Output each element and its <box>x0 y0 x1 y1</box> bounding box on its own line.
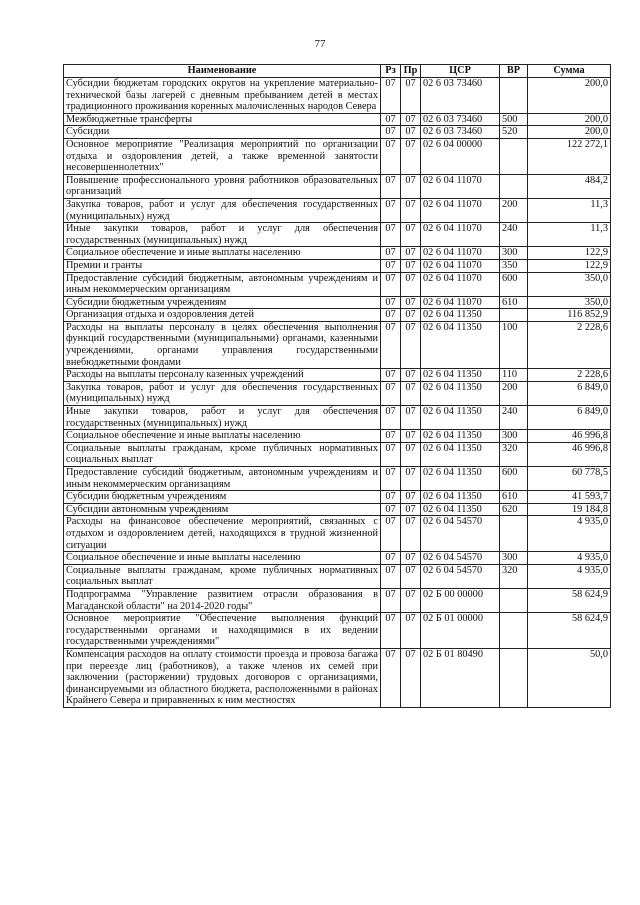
cell-vr: 600 <box>500 467 528 491</box>
cell-pr: 07 <box>401 78 421 114</box>
table-row <box>64 321 611 368</box>
cell-rz: 07 <box>381 259 401 272</box>
cell-rz: 07 <box>381 503 401 516</box>
cell-name: Социальное обеспечение и иные выплаты населению <box>64 247 381 260</box>
cell-rz: 07 <box>381 588 401 612</box>
cell-pr: 07 <box>401 491 421 504</box>
cell-rz: 07 <box>381 198 401 222</box>
cell-sum: 122,9 <box>528 247 611 260</box>
table-body <box>64 78 611 708</box>
table-row <box>64 126 611 139</box>
cell-vr: 200 <box>500 198 528 222</box>
cell-pr: 07 <box>401 259 421 272</box>
table-row <box>64 113 611 126</box>
cell-vr: 300 <box>500 247 528 260</box>
cell-pr: 07 <box>401 381 421 405</box>
cell-csr: 02 6 04 11070 <box>421 259 500 272</box>
cell-vr: 520 <box>500 126 528 139</box>
cell-pr: 07 <box>401 272 421 296</box>
cell-sum: 350,0 <box>528 272 611 296</box>
cell-csr: 02 Б 01 00000 <box>421 613 500 649</box>
cell-sum: 116 852,9 <box>528 309 611 322</box>
table-row <box>64 309 611 322</box>
cell-name: Иные закупки товаров, работ и услуг для обеспечения государственных (муниципальных) нужд <box>64 223 381 247</box>
cell-pr: 07 <box>401 296 421 309</box>
table-header-row <box>64 65 611 78</box>
cell-rz: 07 <box>381 272 401 296</box>
cell-sum: 19 184,8 <box>528 503 611 516</box>
cell-pr: 07 <box>401 174 421 198</box>
cell-csr: 02 Б 00 00000 <box>421 588 500 612</box>
cell-name: Субсидии бюджетам городских округов на укрепление материально-технической базы лагерей с дневным пребыванием детей в местах традиционного проживания коренных малочисленных народов Севера <box>64 78 381 114</box>
cell-pr: 07 <box>401 467 421 491</box>
cell-rz: 07 <box>381 613 401 649</box>
cell-pr: 07 <box>401 309 421 322</box>
cell-pr: 07 <box>401 442 421 466</box>
table-row <box>64 272 611 296</box>
table-row <box>64 503 611 516</box>
cell-csr: 02 6 04 11070 <box>421 247 500 260</box>
cell-pr: 07 <box>401 648 421 707</box>
table-row <box>64 588 611 612</box>
cell-sum: 6 849,0 <box>528 381 611 405</box>
cell-name: Премии и гранты <box>64 259 381 272</box>
cell-sum: 200,0 <box>528 78 611 114</box>
cell-vr: 300 <box>500 552 528 565</box>
table-row <box>64 369 611 382</box>
cell-csr: 02 6 04 11070 <box>421 223 500 247</box>
cell-name: Основное мероприятие "Реализация мероприятий по организации отдыха и оздоровления детей, а также временной занятости несовершеннолетних" <box>64 138 381 174</box>
cell-pr: 07 <box>401 588 421 612</box>
cell-sum: 11,3 <box>528 198 611 222</box>
cell-vr: 350 <box>500 259 528 272</box>
cell-rz: 07 <box>381 648 401 707</box>
cell-rz: 07 <box>381 223 401 247</box>
table-row <box>64 198 611 222</box>
cell-pr: 07 <box>401 564 421 588</box>
table-row <box>64 648 611 707</box>
cell-vr: 100 <box>500 321 528 368</box>
cell-vr: 600 <box>500 272 528 296</box>
cell-csr: 02 6 04 11350 <box>421 442 500 466</box>
table-row <box>64 491 611 504</box>
cell-sum: 46 996,8 <box>528 442 611 466</box>
cell-csr: 02 6 04 11350 <box>421 503 500 516</box>
cell-name: Предоставление субсидий бюджетным, автономным учреждениям и иным некоммерческим организациям <box>64 272 381 296</box>
cell-rz: 07 <box>381 126 401 139</box>
cell-pr: 07 <box>401 113 421 126</box>
table-row <box>64 406 611 430</box>
cell-vr: 320 <box>500 564 528 588</box>
table-row <box>64 430 611 443</box>
cell-csr: 02 6 04 11350 <box>421 321 500 368</box>
cell-vr: 110 <box>500 369 528 382</box>
cell-rz: 07 <box>381 174 401 198</box>
cell-rz: 07 <box>381 381 401 405</box>
cell-vr <box>500 588 528 612</box>
cell-vr <box>500 648 528 707</box>
cell-name: Социальное обеспечение и иные выплаты населению <box>64 430 381 443</box>
cell-sum: 4 935,0 <box>528 564 611 588</box>
cell-vr <box>500 516 528 552</box>
cell-vr: 300 <box>500 430 528 443</box>
cell-pr: 07 <box>401 613 421 649</box>
cell-name: Предоставление субсидий бюджетным, автономным учреждениям и иным некоммерческим организациям <box>64 467 381 491</box>
cell-name: Компенсация расходов на оплату стоимости проезда и провоза багажа при переезде лиц (работников), а также членов их семей при заключении (расторжении) трудовых договоров с организациями, финансируемыми из областного бюджета, расположенными в районах Крайнего Севера и приравненных к ним местностях <box>64 648 381 707</box>
cell-sum: 350,0 <box>528 296 611 309</box>
cell-csr: 02 6 04 00000 <box>421 138 500 174</box>
cell-sum: 200,0 <box>528 126 611 139</box>
header-pr: Пр <box>401 65 421 78</box>
cell-csr: 02 6 04 54570 <box>421 564 500 588</box>
cell-name: Расходы на выплаты персоналу в целях обеспечения выполнения функций государственными (муниципальными) органами, казенными учреждениями, органами управления государственными внебюджетными фондами <box>64 321 381 368</box>
cell-sum: 58 624,9 <box>528 613 611 649</box>
cell-csr: 02 6 04 11070 <box>421 174 500 198</box>
cell-pr: 07 <box>401 198 421 222</box>
cell-vr <box>500 138 528 174</box>
cell-name: Закупка товаров, работ и услуг для обеспечения государственных (муниципальных) нужд <box>64 381 381 405</box>
cell-sum: 122 272,1 <box>528 138 611 174</box>
cell-rz: 07 <box>381 406 401 430</box>
table-row <box>64 223 611 247</box>
cell-sum: 60 778,5 <box>528 467 611 491</box>
cell-vr: 500 <box>500 113 528 126</box>
cell-rz: 07 <box>381 369 401 382</box>
cell-rz: 07 <box>381 564 401 588</box>
cell-pr: 07 <box>401 126 421 139</box>
table-row <box>64 564 611 588</box>
header-vr: ВР <box>500 65 528 78</box>
cell-vr <box>500 78 528 114</box>
cell-name: Основное мероприятие "Обеспечение выполнения функций государственными органами и находящимися в их ведении государственными учреждениями" <box>64 613 381 649</box>
cell-csr: 02 6 04 11070 <box>421 272 500 296</box>
cell-name: Расходы на финансовое обеспечение мероприятий, связанных с отдыхом и оздоровлением детей, находящихся в трудной жизненной ситуации <box>64 516 381 552</box>
cell-csr: 02 Б 01 80490 <box>421 648 500 707</box>
budget-table <box>63 64 611 708</box>
table-row <box>64 259 611 272</box>
cell-name: Организация отдыха и оздоровления детей <box>64 309 381 322</box>
cell-rz: 07 <box>381 442 401 466</box>
cell-sum: 6 849,0 <box>528 406 611 430</box>
cell-pr: 07 <box>401 552 421 565</box>
cell-csr: 02 6 04 11070 <box>421 296 500 309</box>
cell-csr: 02 6 04 11350 <box>421 491 500 504</box>
cell-sum: 46 996,8 <box>528 430 611 443</box>
cell-vr: 320 <box>500 442 528 466</box>
cell-rz: 07 <box>381 552 401 565</box>
cell-vr <box>500 309 528 322</box>
cell-pr: 07 <box>401 369 421 382</box>
cell-vr: 240 <box>500 223 528 247</box>
cell-name: Закупка товаров, работ и услуг для обеспечения государственных (муниципальных) нужд <box>64 198 381 222</box>
cell-csr: 02 6 04 11350 <box>421 467 500 491</box>
cell-pr: 07 <box>401 223 421 247</box>
cell-name: Повышение профессионального уровня работников образовательных организаций <box>64 174 381 198</box>
cell-rz: 07 <box>381 296 401 309</box>
table-row <box>64 174 611 198</box>
cell-sum: 4 935,0 <box>528 516 611 552</box>
cell-pr: 07 <box>401 321 421 368</box>
cell-csr: 02 6 04 54570 <box>421 516 500 552</box>
cell-sum: 11,3 <box>528 223 611 247</box>
cell-name: Межбюджетные трансферты <box>64 113 381 126</box>
cell-vr: 610 <box>500 491 528 504</box>
cell-sum: 41 593,7 <box>528 491 611 504</box>
cell-csr: 02 6 04 11350 <box>421 381 500 405</box>
cell-pr: 07 <box>401 516 421 552</box>
cell-rz: 07 <box>381 247 401 260</box>
table-row <box>64 381 611 405</box>
cell-csr: 02 6 04 11350 <box>421 430 500 443</box>
cell-rz: 07 <box>381 467 401 491</box>
cell-sum: 2 228,6 <box>528 321 611 368</box>
cell-pr: 07 <box>401 503 421 516</box>
header-sum: Сумма <box>528 65 611 78</box>
cell-csr: 02 6 04 11070 <box>421 198 500 222</box>
table-row <box>64 516 611 552</box>
cell-pr: 07 <box>401 138 421 174</box>
cell-name: Субсидии автономным учреждениям <box>64 503 381 516</box>
table-row <box>64 138 611 174</box>
cell-rz: 07 <box>381 113 401 126</box>
cell-sum: 4 935,0 <box>528 552 611 565</box>
table-row <box>64 78 611 114</box>
cell-name: Субсидии <box>64 126 381 139</box>
table-row <box>64 296 611 309</box>
cell-vr <box>500 613 528 649</box>
cell-pr: 07 <box>401 406 421 430</box>
cell-name: Субсидии бюджетным учреждениям <box>64 491 381 504</box>
cell-name: Социальное обеспечение и иные выплаты населению <box>64 552 381 565</box>
header-csr: ЦСР <box>421 65 500 78</box>
cell-vr: 620 <box>500 503 528 516</box>
cell-name: Подпрограмма "Управление развитием отрасли образования в Магаданской области" на 2014-2020 годы" <box>64 588 381 612</box>
cell-name: Социальные выплаты гражданам, кроме публичных нормативных социальных выплат <box>64 564 381 588</box>
cell-csr: 02 6 04 11350 <box>421 369 500 382</box>
page-number: 77 <box>314 38 326 50</box>
header-name: Наименование <box>64 65 381 78</box>
cell-rz: 07 <box>381 516 401 552</box>
table-row <box>64 552 611 565</box>
table-row <box>64 247 611 260</box>
table-row <box>64 613 611 649</box>
cell-sum: 50,0 <box>528 648 611 707</box>
cell-vr: 200 <box>500 381 528 405</box>
cell-csr: 02 6 03 73460 <box>421 126 500 139</box>
cell-name: Расходы на выплаты персоналу казенных учреждений <box>64 369 381 382</box>
cell-pr: 07 <box>401 430 421 443</box>
cell-rz: 07 <box>381 78 401 114</box>
header-rz: Рз <box>381 65 401 78</box>
table-row <box>64 467 611 491</box>
cell-sum: 122,9 <box>528 259 611 272</box>
cell-csr: 02 6 04 11350 <box>421 309 500 322</box>
cell-name: Социальные выплаты гражданам, кроме публичных нормативных социальных выплат <box>64 442 381 466</box>
cell-sum: 58 624,9 <box>528 588 611 612</box>
cell-rz: 07 <box>381 430 401 443</box>
cell-rz: 07 <box>381 309 401 322</box>
cell-sum: 200,0 <box>528 113 611 126</box>
cell-rz: 07 <box>381 491 401 504</box>
cell-rz: 07 <box>381 138 401 174</box>
cell-csr: 02 6 03 73460 <box>421 78 500 114</box>
cell-vr: 240 <box>500 406 528 430</box>
cell-pr: 07 <box>401 247 421 260</box>
table-row <box>64 442 611 466</box>
cell-sum: 2 228,6 <box>528 369 611 382</box>
cell-csr: 02 6 04 11350 <box>421 406 500 430</box>
cell-name: Субсидии бюджетным учреждениям <box>64 296 381 309</box>
cell-csr: 02 6 03 73460 <box>421 113 500 126</box>
cell-csr: 02 6 04 54570 <box>421 552 500 565</box>
cell-rz: 07 <box>381 321 401 368</box>
cell-vr <box>500 174 528 198</box>
cell-name: Иные закупки товаров, работ и услуг для обеспечения государственных (муниципальных) нужд <box>64 406 381 430</box>
cell-sum: 484,2 <box>528 174 611 198</box>
cell-vr: 610 <box>500 296 528 309</box>
